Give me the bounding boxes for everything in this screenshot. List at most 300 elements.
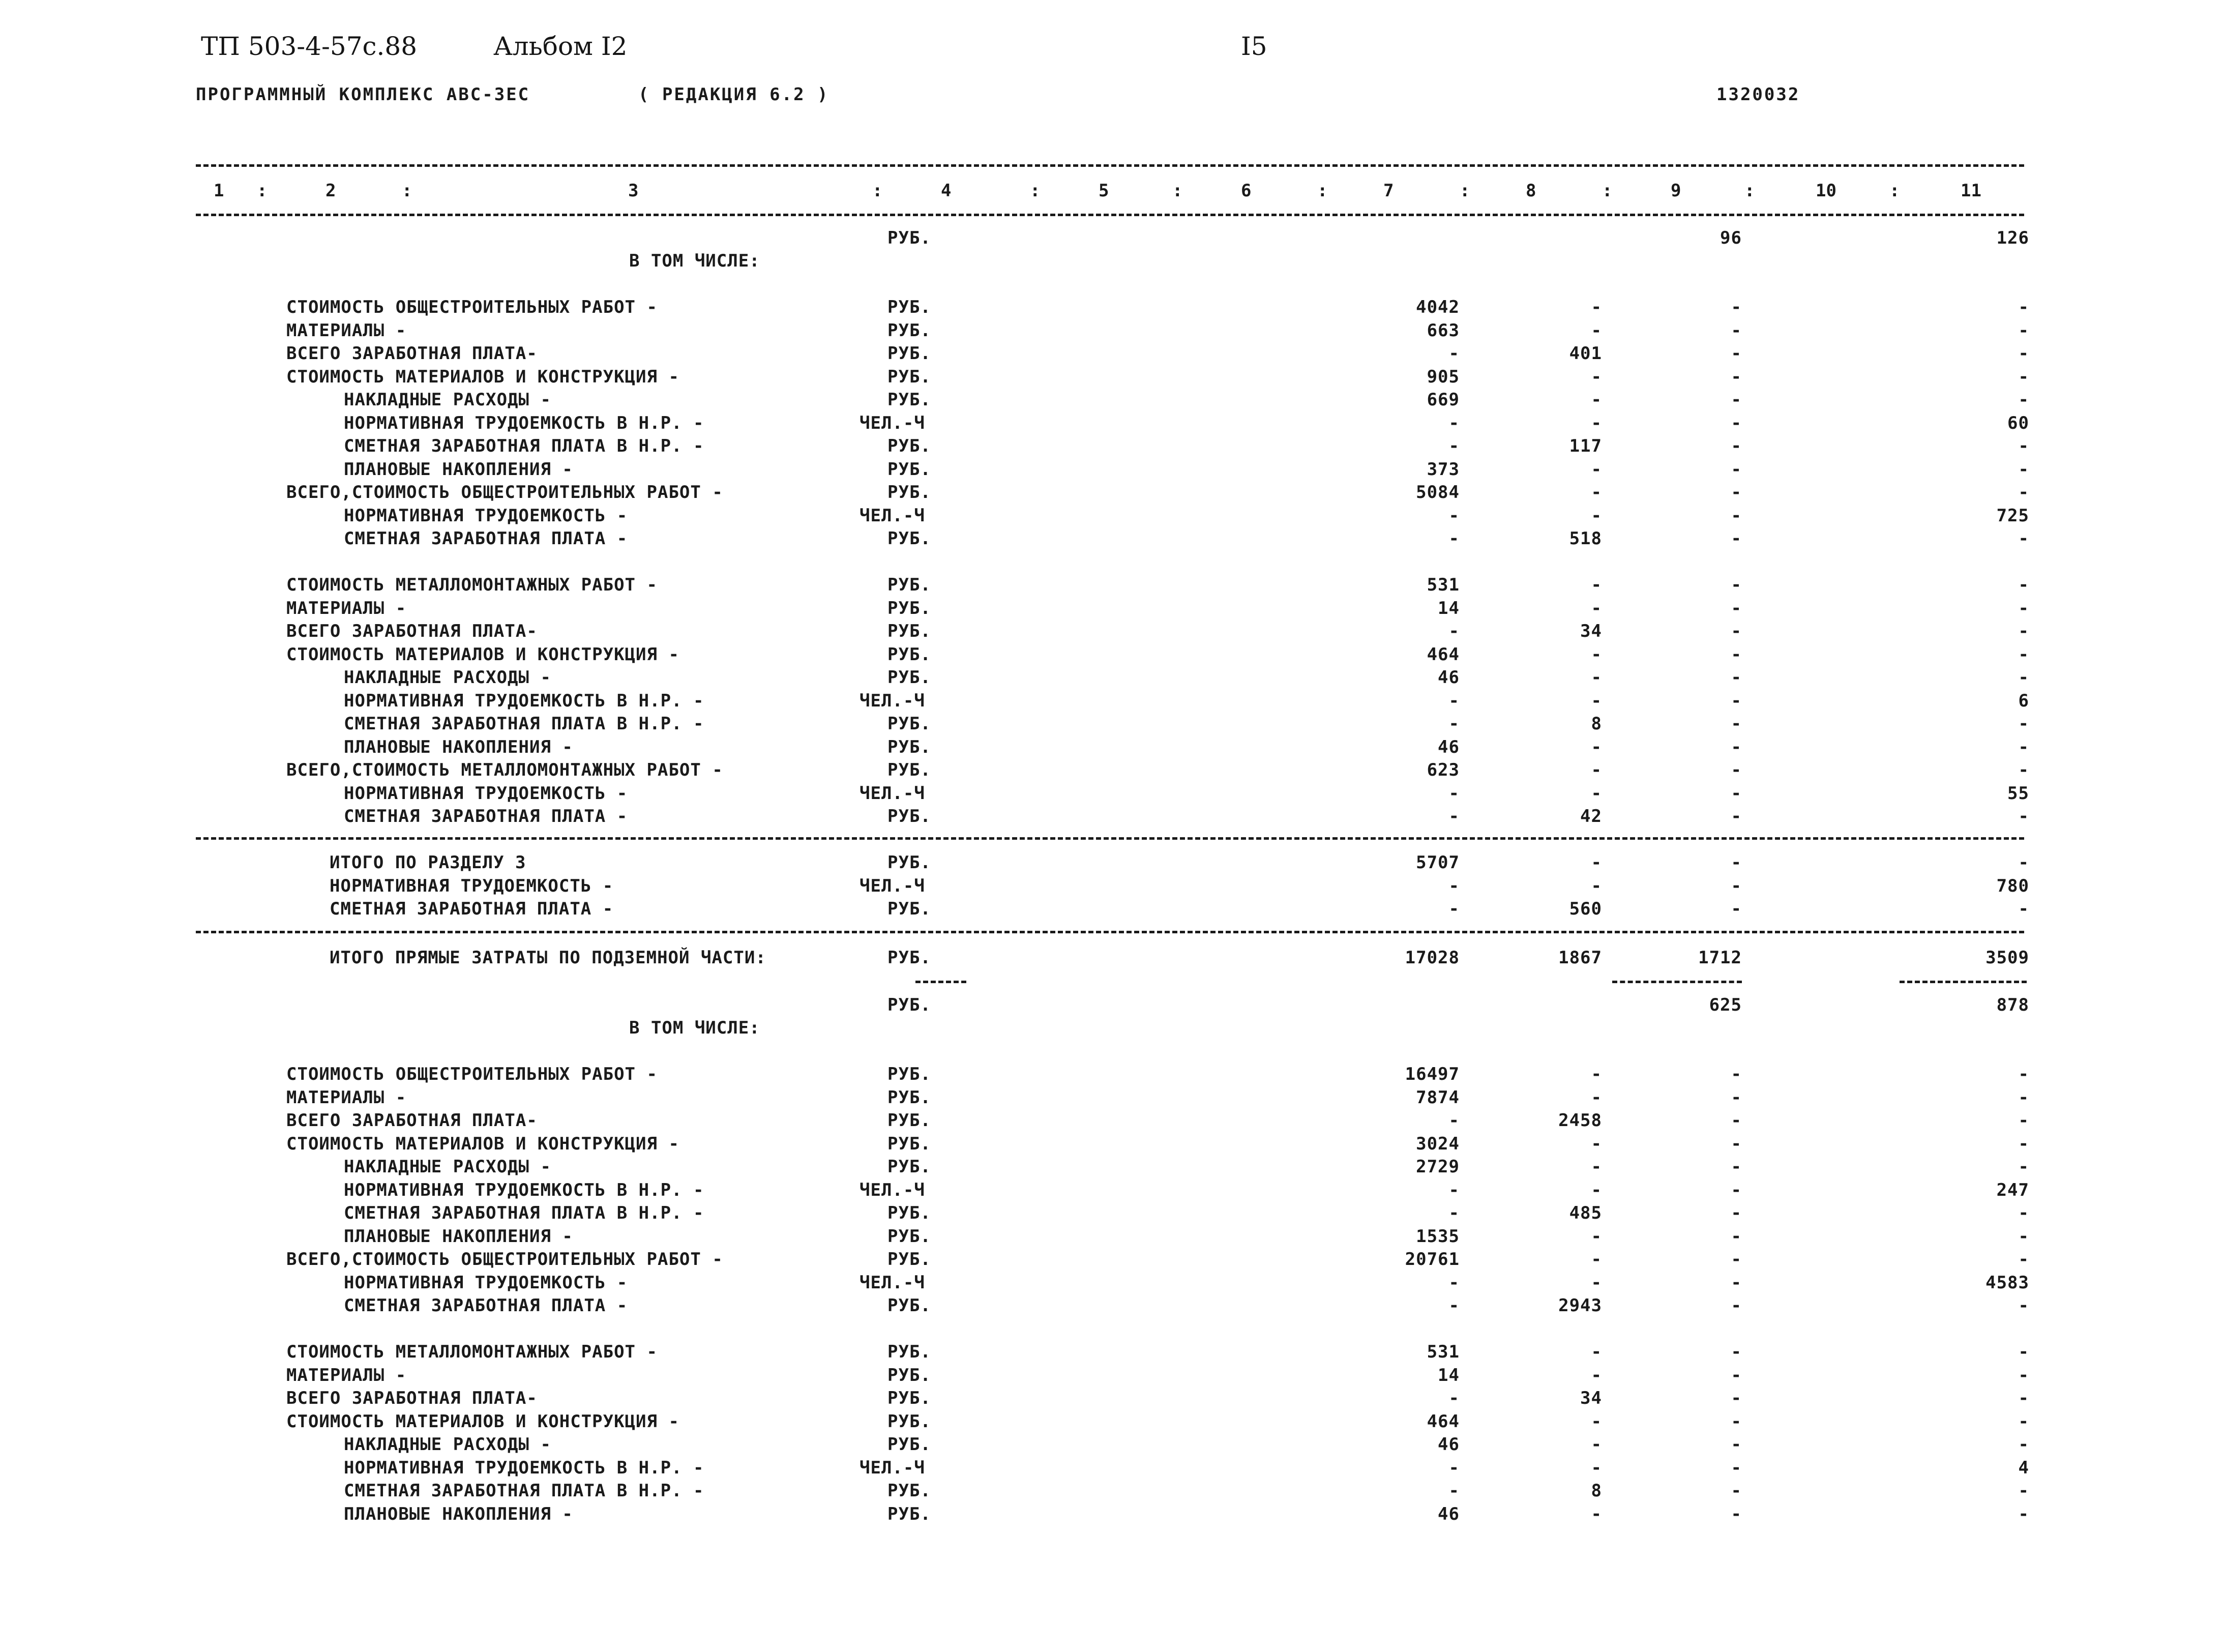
column-number: 10 xyxy=(1816,181,1836,201)
row-col7: 46 xyxy=(1438,667,1460,688)
row-col8: - xyxy=(1591,1134,1602,1154)
row-col11: - xyxy=(2018,575,2029,595)
row-col11: - xyxy=(2018,436,2029,456)
row-col7: - xyxy=(1448,436,1460,456)
row-col8: 8 xyxy=(1591,1481,1602,1501)
column-separator: : xyxy=(257,181,268,201)
table-row xyxy=(0,1016,2223,1040)
row-col8: 8 xyxy=(1591,714,1602,734)
row-col7: - xyxy=(1448,1110,1460,1131)
row-col9: - xyxy=(1731,876,1742,896)
column-separator: : xyxy=(1030,181,1041,201)
row-col8: - xyxy=(1591,1434,1602,1455)
table-row xyxy=(0,782,2223,805)
table-row xyxy=(0,1225,2223,1248)
row-col9: - xyxy=(1731,1295,1742,1316)
row-col9: - xyxy=(1731,575,1742,595)
table-row xyxy=(0,1086,2223,1109)
row-col9: - xyxy=(1731,1157,1742,1177)
row-col8: - xyxy=(1591,1273,1602,1293)
row-col11: 60 xyxy=(2007,413,2029,433)
row-col7: 464 xyxy=(1427,644,1460,665)
row-unit: ЧЕЛ.-Ч xyxy=(859,876,925,896)
table-row xyxy=(0,1155,2223,1178)
row-label: МАТЕРИАЛЫ - xyxy=(286,320,407,341)
row-col7: 531 xyxy=(1427,1342,1460,1362)
row-col7: 669 xyxy=(1427,390,1460,410)
row-col9: - xyxy=(1731,1388,1742,1408)
row-col8: 42 xyxy=(1580,806,1602,827)
row-unit: РУБ. xyxy=(887,1087,931,1108)
row-col11: - xyxy=(2018,1481,2029,1501)
row-label: СМЕТНАЯ ЗАРАБОТНАЯ ПЛАТА - xyxy=(344,806,628,827)
row-col8: - xyxy=(1591,760,1602,780)
row-col11: - xyxy=(2018,1087,2029,1108)
row-col8: 401 xyxy=(1569,343,1602,364)
row-col9: - xyxy=(1731,1180,1742,1200)
column-number: 6 xyxy=(1241,181,1252,201)
table-row xyxy=(0,946,2223,969)
row-col9: - xyxy=(1731,1342,1742,1362)
row-label: НОРМАТИВНАЯ ТРУДОЕМКОСТЬ - xyxy=(344,506,628,526)
row-col8: 34 xyxy=(1580,1388,1602,1408)
row-col11: - xyxy=(2018,1064,2029,1084)
row-label: СТОИМОСТЬ МЕТАЛЛОМОНТАЖНЫХ РАБОТ - xyxy=(286,575,658,595)
row-label: СТОИМОСТЬ МАТЕРИАЛОВ И КОНСТРУКЦИЯ - xyxy=(286,1134,679,1154)
row-col7: - xyxy=(1448,1295,1460,1316)
row-col8: - xyxy=(1591,644,1602,665)
row-col9: - xyxy=(1731,1504,1742,1524)
table-row xyxy=(0,643,2223,666)
row-label: СТОИМОСТЬ МАТЕРИАЛОВ И КОНСТРУКЦИЯ - xyxy=(286,367,679,387)
row-col7: 46 xyxy=(1438,1434,1460,1455)
row-label: НАКЛАДНЫЕ РАСХОДЫ - xyxy=(344,1434,551,1455)
row-col8: - xyxy=(1591,1064,1602,1084)
row-col8: - xyxy=(1591,367,1602,387)
table-row xyxy=(0,620,2223,643)
row-col9: - xyxy=(1731,667,1742,688)
row-unit: РУБ. xyxy=(887,1249,931,1270)
row-col7: - xyxy=(1448,506,1460,526)
row-label: ВСЕГО,СТОИМОСТЬ МЕТАЛЛОМОНТАЖНЫХ РАБОТ - xyxy=(286,760,723,780)
table-row xyxy=(0,1271,2223,1294)
row-col9: - xyxy=(1731,390,1742,410)
row-col7: - xyxy=(1448,783,1460,804)
table-row xyxy=(0,342,2223,365)
page-number: I5 xyxy=(1241,32,1267,61)
row-unit: РУБ. xyxy=(887,1295,931,1316)
row-col7: 46 xyxy=(1438,1504,1460,1524)
row-unit: РУБ. xyxy=(887,1434,931,1455)
row-unit: РУБ. xyxy=(887,482,931,503)
row-col9: - xyxy=(1731,1064,1742,1084)
row-col11: - xyxy=(2018,760,2029,780)
row-label: СМЕТНАЯ ЗАРАБОТНАЯ ПЛАТА В Н.Р. - xyxy=(344,1203,704,1223)
row-unit: РУБ. xyxy=(887,297,931,317)
table-row xyxy=(0,1109,2223,1132)
row-col7: 14 xyxy=(1438,598,1460,618)
row-col7: 46 xyxy=(1438,737,1460,757)
row-label: СТОИМОСТЬ МЕТАЛЛОМОНТАЖНЫХ РАБОТ - xyxy=(286,1342,658,1362)
row-col11: - xyxy=(2018,714,2029,734)
row-label: НОРМАТИВНАЯ ТРУДОЕМКОСТЬ - xyxy=(344,1273,628,1293)
row-col11: - xyxy=(2018,390,2029,410)
row-col11: - xyxy=(2018,1249,2029,1270)
row-col9: - xyxy=(1731,1134,1742,1154)
column-number: 1 xyxy=(214,181,224,201)
row-col8: - xyxy=(1591,1411,1602,1432)
row-col9: - xyxy=(1731,1411,1742,1432)
row-col11: - xyxy=(2018,1295,2029,1316)
table-row xyxy=(0,573,2223,597)
row-label: ВСЕГО,СТОИМОСТЬ ОБЩЕСТРОИТЕЛЬНЫХ РАБОТ - xyxy=(286,1249,723,1270)
column-separator: : xyxy=(1460,181,1470,201)
table-row xyxy=(0,597,2223,620)
table-row xyxy=(0,1502,2223,1526)
row-label: СМЕТНАЯ ЗАРАБОТНАЯ ПЛАТА В Н.Р. - xyxy=(344,714,704,734)
row-col11: - xyxy=(2018,528,2029,549)
row-label: НАКЛАДНЫЕ РАСХОДЫ - xyxy=(344,1157,551,1177)
row-col7: 623 xyxy=(1427,760,1460,780)
row-label: ПЛАНОВЫЕ НАКОПЛЕНИЯ - xyxy=(344,737,573,757)
row-col7: - xyxy=(1448,1481,1460,1501)
row-unit: РУБ. xyxy=(887,528,931,549)
row-col11: - xyxy=(2018,1504,2029,1524)
row-unit: РУБ. xyxy=(887,598,931,618)
row-col9: - xyxy=(1731,760,1742,780)
row-col8: - xyxy=(1591,1249,1602,1270)
table-row xyxy=(0,1294,2223,1317)
table-row xyxy=(0,504,2223,527)
row-unit: РУБ. xyxy=(887,806,931,827)
row-label: ИТОГО ПО РАЗДЕЛУ 3 xyxy=(330,852,526,873)
row-col9: - xyxy=(1731,714,1742,734)
row-col11: - xyxy=(2018,644,2029,665)
table-row xyxy=(0,805,2223,828)
row-col8: - xyxy=(1591,1157,1602,1177)
row-col9: - xyxy=(1731,1203,1742,1223)
row-label: ВСЕГО ЗАРАБОТНАЯ ПЛАТА- xyxy=(286,1110,538,1131)
row-col7: 20761 xyxy=(1405,1249,1460,1270)
row-col11: 780 xyxy=(1996,876,2029,896)
row-col11: - xyxy=(2018,297,2029,317)
table-row xyxy=(0,527,2223,550)
row-label: СМЕТНАЯ ЗАРАБОТНАЯ ПЛАТА - xyxy=(344,1295,628,1316)
column-number: 4 xyxy=(941,181,952,201)
row-unit: РУБ. xyxy=(887,667,931,688)
row-col7: 464 xyxy=(1427,1411,1460,1432)
column-separator: : xyxy=(872,181,883,201)
table-row xyxy=(0,689,2223,713)
row-label: ВСЕГО ЗАРАБОТНАЯ ПЛАТА- xyxy=(286,343,538,364)
row-col11: 6 xyxy=(2018,691,2029,711)
row-col7: - xyxy=(1448,621,1460,641)
row-unit: РУБ. xyxy=(887,1134,931,1154)
row-col8: - xyxy=(1591,297,1602,317)
table-row xyxy=(0,1132,2223,1156)
row-label: НОРМАТИВНАЯ ТРУДОЕМКОСТЬ - xyxy=(330,876,614,896)
row-unit: РУБ. xyxy=(887,737,931,757)
row-col7: - xyxy=(1448,691,1460,711)
row-col7: 16497 xyxy=(1405,1064,1460,1084)
table-row xyxy=(0,897,2223,921)
row-col7: - xyxy=(1448,1388,1460,1408)
row-col8: - xyxy=(1591,1087,1602,1108)
row-col7: - xyxy=(1448,1180,1460,1200)
row-unit: РУБ. xyxy=(887,575,931,595)
table-row xyxy=(0,735,2223,759)
table-row xyxy=(0,1340,2223,1364)
row-unit: РУБ. xyxy=(887,644,931,665)
row-unit: РУБ. xyxy=(887,1157,931,1177)
row-col8: - xyxy=(1591,691,1602,711)
row-unit: РУБ. xyxy=(887,1481,931,1501)
row-col7: - xyxy=(1448,876,1460,896)
row-col9: - xyxy=(1731,1110,1742,1131)
row-col11: - xyxy=(2018,852,2029,873)
row-col7: - xyxy=(1448,1273,1460,1293)
table-row xyxy=(0,434,2223,458)
table-row xyxy=(0,851,2223,874)
row-col11: 126 xyxy=(1996,228,2029,248)
row-col11: - xyxy=(2018,1388,2029,1408)
row-col7: 14 xyxy=(1438,1365,1460,1385)
row-label: СТОИМОСТЬ ОБЩЕСТРОИТЕЛЬНЫХ РАБОТ - xyxy=(286,297,658,317)
row-col8: 485 xyxy=(1569,1203,1602,1223)
table-row xyxy=(0,1386,2223,1410)
row-unit: ЧЕЛ.-Ч xyxy=(859,691,925,711)
row-col11: - xyxy=(2018,667,2029,688)
row-col11: - xyxy=(2018,621,2029,641)
row-col11: - xyxy=(2018,1411,2029,1432)
table-row xyxy=(0,1178,2223,1202)
row-col9: - xyxy=(1731,367,1742,387)
row-col11: 878 xyxy=(1996,995,2029,1015)
row-label: СМЕТНАЯ ЗАРАБОТНАЯ ПЛАТА В Н.Р. - xyxy=(344,1481,704,1501)
table-row xyxy=(0,1479,2223,1502)
row-label: НОРМАТИВНАЯ ТРУДОЕМКОСТЬ В Н.Р. - xyxy=(344,413,704,433)
row-col11: 3509 xyxy=(1985,948,2029,968)
row-col8: - xyxy=(1591,783,1602,804)
table-row xyxy=(0,1063,2223,1086)
row-label: ВСЕГО ЗАРАБОТНАЯ ПЛАТА- xyxy=(286,621,538,641)
row-unit: РУБ. xyxy=(887,1110,931,1131)
row-label: ИТОГО ПРЯМЫЕ ЗАТРАТЫ ПО ПОДЗЕМНОЙ ЧАСТИ: xyxy=(330,948,766,968)
row-unit: РУБ. xyxy=(887,436,931,456)
row-label: СМЕТНАЯ ЗАРАБОТНАЯ ПЛАТА - xyxy=(344,528,628,549)
row-col8: - xyxy=(1591,413,1602,433)
row-col8: - xyxy=(1591,1226,1602,1247)
row-label: ВСЕГО,СТОИМОСТЬ ОБЩЕСТРОИТЕЛЬНЫХ РАБОТ - xyxy=(286,482,723,503)
row-unit: РУБ. xyxy=(887,228,931,248)
column-separator: : xyxy=(1317,181,1328,201)
row-col8: - xyxy=(1591,459,1602,480)
row-col9: - xyxy=(1731,482,1742,503)
row-col11: 725 xyxy=(1996,506,2029,526)
row-col8: - xyxy=(1591,1365,1602,1385)
column-separator: : xyxy=(1744,181,1755,201)
row-col8: 1867 xyxy=(1558,948,1602,968)
row-col11: - xyxy=(2018,737,2029,757)
row-col9: - xyxy=(1731,297,1742,317)
table-row xyxy=(0,296,2223,319)
row-label: НОРМАТИВНАЯ ТРУДОЕМКОСТЬ В Н.Р. - xyxy=(344,691,704,711)
row-unit: РУБ. xyxy=(887,1411,931,1432)
row-col9: - xyxy=(1731,1365,1742,1385)
row-label: СТОИМОСТЬ МАТЕРИАЛОВ И КОНСТРУКЦИЯ - xyxy=(286,644,679,665)
row-label: ВСЕГО ЗАРАБОТНАЯ ПЛАТА- xyxy=(286,1388,538,1408)
row-unit: РУБ. xyxy=(887,714,931,734)
row-label: МАТЕРИАЛЫ - xyxy=(286,1087,407,1108)
row-col11: - xyxy=(2018,1434,2029,1455)
row-col7: 17028 xyxy=(1405,948,1460,968)
table-row xyxy=(0,481,2223,504)
row-col9: - xyxy=(1731,1458,1742,1478)
row-col11: - xyxy=(2018,1226,2029,1247)
row-label: В ТОМ ЧИСЛЕ: xyxy=(629,1018,760,1038)
row-col8: - xyxy=(1591,737,1602,757)
row-col9: - xyxy=(1731,899,1742,919)
row-col9: - xyxy=(1731,320,1742,341)
row-col11: - xyxy=(2018,482,2029,503)
row-col7: 531 xyxy=(1427,575,1460,595)
row-col8: - xyxy=(1591,575,1602,595)
row-col9: - xyxy=(1731,436,1742,456)
album-label: Альбом I2 xyxy=(493,32,628,61)
table-row xyxy=(0,666,2223,689)
row-col8: - xyxy=(1591,506,1602,526)
row-col9: - xyxy=(1731,413,1742,433)
row-label: МАТЕРИАЛЫ - xyxy=(286,598,407,618)
row-unit: РУБ. xyxy=(887,343,931,364)
row-col8: - xyxy=(1591,320,1602,341)
row-col9: 1712 xyxy=(1698,948,1742,968)
program-name: ПРОГРАММНЫЙ КОМПЛЕКС АВС-ЗЕС xyxy=(196,84,530,105)
table-row xyxy=(0,1410,2223,1433)
row-unit: РУБ. xyxy=(887,367,931,387)
table-row xyxy=(0,874,2223,898)
row-col11: - xyxy=(2018,459,2029,480)
row-col7: 663 xyxy=(1427,320,1460,341)
table-row xyxy=(0,1201,2223,1225)
column-number: 9 xyxy=(1671,181,1681,201)
row-col11: - xyxy=(2018,1365,2029,1385)
column-number: 7 xyxy=(1383,181,1394,201)
row-col7: - xyxy=(1448,1458,1460,1478)
row-col8: - xyxy=(1591,1504,1602,1524)
row-col7: - xyxy=(1448,899,1460,919)
table-row xyxy=(0,712,2223,735)
row-col7: 4042 xyxy=(1416,297,1460,317)
row-unit: РУБ. xyxy=(887,1388,931,1408)
row-label: ПЛАНОВЫЕ НАКОПЛЕНИЯ - xyxy=(344,1504,573,1524)
table-row xyxy=(0,1364,2223,1387)
row-col8: 34 xyxy=(1580,621,1602,641)
row-col9: - xyxy=(1731,806,1742,827)
row-col9: - xyxy=(1731,852,1742,873)
row-unit: РУБ. xyxy=(887,852,931,873)
table-row xyxy=(0,1433,2223,1456)
row-label: НАКЛАДНЫЕ РАСХОДЫ - xyxy=(344,667,551,688)
column-separator: : xyxy=(1172,181,1183,201)
row-col9: - xyxy=(1731,737,1742,757)
row-col7: 905 xyxy=(1427,367,1460,387)
row-col7: 1535 xyxy=(1416,1226,1460,1247)
row-label: ПЛАНОВЫЕ НАКОПЛЕНИЯ - xyxy=(344,1226,573,1247)
row-label: СТОИМОСТЬ МАТЕРИАЛОВ И КОНСТРУКЦИЯ - xyxy=(286,1411,679,1432)
row-col7: - xyxy=(1448,1203,1460,1223)
row-col8: 117 xyxy=(1569,436,1602,456)
document-number: 1320032 xyxy=(1716,84,1800,105)
table-row xyxy=(0,319,2223,342)
row-col7: 5707 xyxy=(1416,852,1460,873)
row-col11: 55 xyxy=(2007,783,2029,804)
row-col11: - xyxy=(2018,1157,2029,1177)
row-unit: ЧЕЛ.-Ч xyxy=(859,1273,925,1293)
column-number: 11 xyxy=(1961,181,1981,201)
column-number: 8 xyxy=(1526,181,1536,201)
column-number: 3 xyxy=(628,181,639,201)
row-col11: 4 xyxy=(2018,1458,2029,1478)
row-col11: - xyxy=(2018,806,2029,827)
row-col11: - xyxy=(2018,899,2029,919)
table-row xyxy=(0,1456,2223,1480)
row-label: НАКЛАДНЫЕ РАСХОДЫ - xyxy=(344,390,551,410)
row-col11: - xyxy=(2018,343,2029,364)
row-col9: 625 xyxy=(1709,995,1742,1015)
row-unit: ЧЕЛ.-Ч xyxy=(859,1180,925,1200)
row-col9: - xyxy=(1731,1481,1742,1501)
row-col11: 247 xyxy=(1996,1180,2029,1200)
row-unit: РУБ. xyxy=(887,1226,931,1247)
row-unit: ЧЕЛ.-Ч xyxy=(859,506,925,526)
row-col9: - xyxy=(1731,644,1742,665)
row-col9: - xyxy=(1731,1434,1742,1455)
row-col9: - xyxy=(1731,621,1742,641)
row-unit: РУБ. xyxy=(887,995,931,1015)
row-label: СМЕТНАЯ ЗАРАБОТНАЯ ПЛАТА - xyxy=(330,899,614,919)
row-col8: - xyxy=(1591,482,1602,503)
row-label: СМЕТНАЯ ЗАРАБОТНАЯ ПЛАТА В Н.Р. - xyxy=(344,436,704,456)
row-unit: РУБ. xyxy=(887,1365,931,1385)
row-col8: - xyxy=(1591,876,1602,896)
row-col8: - xyxy=(1591,1458,1602,1478)
row-col8: - xyxy=(1591,598,1602,618)
row-col9: - xyxy=(1731,691,1742,711)
row-col8: 2458 xyxy=(1558,1110,1602,1131)
row-col9: - xyxy=(1731,1273,1742,1293)
row-col8: - xyxy=(1591,390,1602,410)
row-col8: 518 xyxy=(1569,528,1602,549)
row-col7: - xyxy=(1448,714,1460,734)
table-row xyxy=(0,458,2223,481)
row-unit: РУБ. xyxy=(887,459,931,480)
row-col11: - xyxy=(2018,367,2029,387)
row-col8: - xyxy=(1591,1180,1602,1200)
table-row xyxy=(0,249,2223,273)
row-col7: 373 xyxy=(1427,459,1460,480)
row-col9: - xyxy=(1731,598,1742,618)
table-row xyxy=(0,411,2223,435)
row-col7: - xyxy=(1448,343,1460,364)
column-separator: : xyxy=(1889,181,1900,201)
row-col8: 560 xyxy=(1569,899,1602,919)
row-col11: - xyxy=(2018,1203,2029,1223)
row-unit: РУБ. xyxy=(887,1504,931,1524)
row-col7: - xyxy=(1448,528,1460,549)
table-row xyxy=(0,993,2223,1017)
row-unit: ЧЕЛ.-Ч xyxy=(859,1458,925,1478)
